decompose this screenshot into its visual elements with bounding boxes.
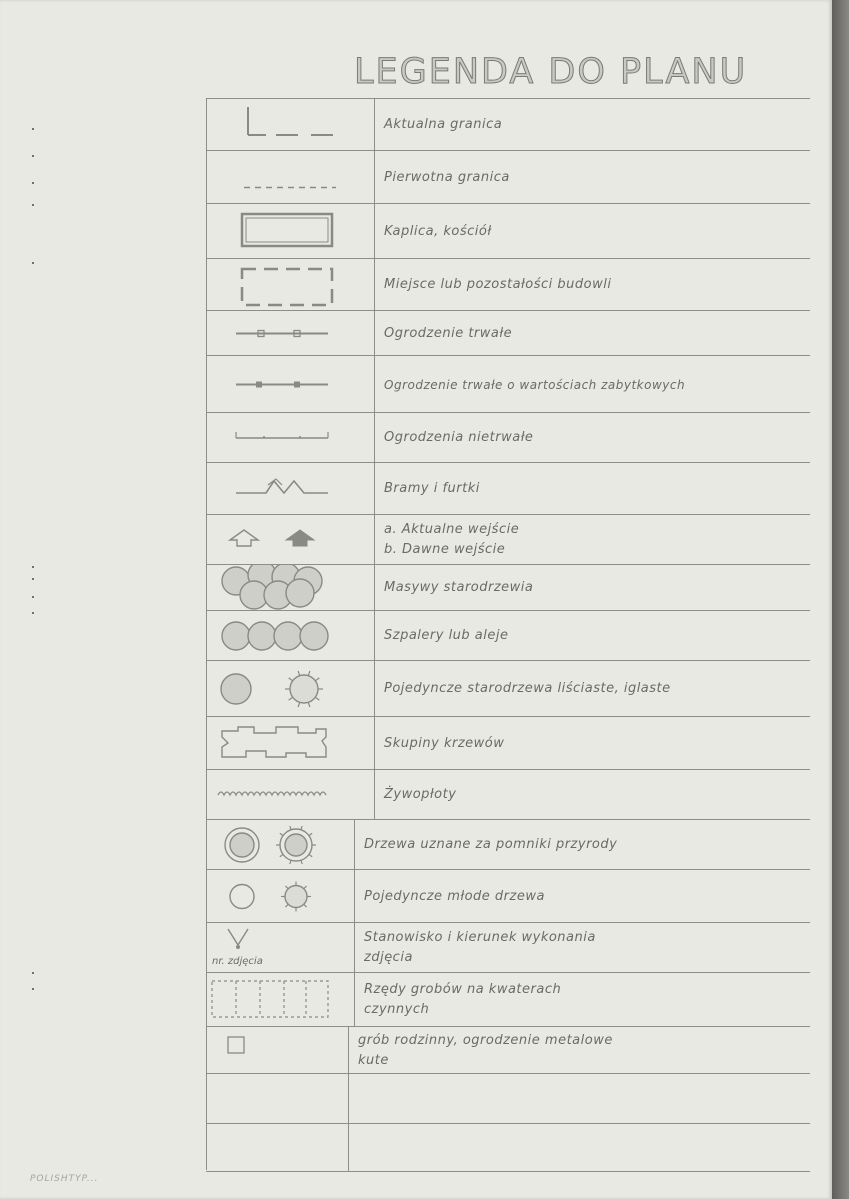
entrance-arrows-icon xyxy=(206,515,374,565)
grave-rows-icon xyxy=(206,973,354,1027)
legend-label: Ogrodzenie trwałe xyxy=(384,325,513,341)
column-divider xyxy=(374,259,375,311)
historic-fence-icon xyxy=(206,356,374,413)
column-divider xyxy=(354,870,355,923)
column-divider xyxy=(348,1124,349,1171)
legend-description xyxy=(384,151,510,204)
legend-description xyxy=(364,973,561,1027)
legend-label: Rzędy grobów na kwaterach xyxy=(364,982,562,997)
legend-description xyxy=(384,413,533,463)
hedge-icon xyxy=(206,770,374,820)
legend-label: Szpalery lub aleje xyxy=(384,628,509,643)
margin-dot xyxy=(32,204,34,206)
legend-description xyxy=(384,661,671,717)
legend-description xyxy=(364,820,617,870)
legend-label: Miejsce lub pozostałości budowli xyxy=(384,277,612,292)
legend-label: Bramy i furtki xyxy=(384,481,480,496)
legend-row xyxy=(206,869,810,923)
column-divider xyxy=(374,356,375,413)
legend-description xyxy=(384,99,502,151)
legend-row xyxy=(206,310,810,356)
legend-row xyxy=(206,769,810,820)
legend-label-continued: b. Dawne wejście xyxy=(384,542,506,557)
margin-dot xyxy=(32,972,34,974)
shrub-group-icon xyxy=(206,717,374,770)
legend-label: Ogrodzenia nietrwałe xyxy=(384,430,534,445)
legend-row xyxy=(206,462,810,515)
margin-dot xyxy=(32,578,34,580)
chapel-church-icon xyxy=(206,204,374,259)
legend-label: grób rodzinny, ogrodzenie metalowe xyxy=(358,1032,613,1048)
legend-row xyxy=(206,258,810,311)
legend-description xyxy=(384,259,611,311)
temporary-fence-icon xyxy=(206,413,374,463)
legend-description xyxy=(364,923,596,973)
legend-label: Stanowisko i kierunek wykonania xyxy=(364,930,596,945)
column-divider xyxy=(374,770,375,820)
legend-description xyxy=(384,463,480,515)
margin-dot xyxy=(32,596,34,598)
legend-row xyxy=(206,610,810,661)
column-divider xyxy=(374,565,375,611)
tree-mass-icon xyxy=(206,565,374,611)
legend-label: Aktualna granica xyxy=(384,117,503,132)
margin-dot xyxy=(32,155,34,157)
legend-row xyxy=(206,1123,810,1172)
legend-label: Żywopłoty xyxy=(384,787,457,802)
page-title: LEGENDA DO PLANU xyxy=(354,52,748,92)
column-divider xyxy=(374,204,375,259)
single-old-trees-icon xyxy=(206,661,374,717)
legend-label: Pierwotna granica xyxy=(384,169,510,185)
column-divider xyxy=(374,515,375,565)
column-divider xyxy=(354,923,355,973)
column-divider xyxy=(374,717,375,770)
empty-symbol-cell xyxy=(206,1074,348,1124)
legend-row xyxy=(206,412,810,463)
column-divider xyxy=(354,973,355,1027)
family-grave-icon xyxy=(206,1027,348,1074)
legend-row xyxy=(206,922,810,973)
legend-description xyxy=(384,770,456,820)
legend-description xyxy=(384,717,504,770)
photo-number-label: nr. zdjęcia xyxy=(212,956,263,967)
legend-row xyxy=(206,514,810,565)
column-divider xyxy=(374,413,375,463)
legend-description xyxy=(384,515,519,565)
legend-label: a. Aktualne wejście xyxy=(384,522,520,537)
legend-label: Masywy starodrzewia xyxy=(384,580,534,595)
tree-row-icon xyxy=(206,611,374,661)
original-boundary-icon xyxy=(206,151,374,204)
legend-label: Pojedyncze starodrzewa liściaste, iglaste xyxy=(384,681,671,696)
legend-description xyxy=(358,1027,613,1074)
legend-description xyxy=(384,204,492,259)
legend-row xyxy=(206,819,810,870)
column-divider xyxy=(348,1074,349,1124)
legend-label: Kaplica, kościół xyxy=(384,223,492,239)
margin-dot xyxy=(32,988,34,990)
legend-label-continued: zdjęcia xyxy=(364,950,413,965)
legend-row xyxy=(206,98,810,151)
legend-row xyxy=(206,564,810,611)
legend-row xyxy=(206,203,810,259)
natural-monument-trees-icon xyxy=(206,820,354,870)
column-divider xyxy=(374,99,375,151)
legend-label: Skupiny krzewów xyxy=(384,735,505,751)
legend-label-continued: czynnych xyxy=(364,1002,430,1017)
margin-dot xyxy=(32,612,34,614)
young-trees-icon xyxy=(206,870,354,923)
column-divider xyxy=(354,820,355,870)
column-divider xyxy=(374,661,375,717)
permanent-fence-icon xyxy=(206,311,374,356)
legend-description xyxy=(364,870,545,923)
legend-description xyxy=(384,565,533,611)
margin-dot xyxy=(32,566,34,568)
margin-dot xyxy=(32,262,34,264)
column-divider xyxy=(374,611,375,661)
legend-row xyxy=(206,1026,810,1074)
legend-row xyxy=(206,716,810,770)
empty-symbol-cell xyxy=(206,1124,348,1171)
building-remains-icon xyxy=(206,259,374,311)
legend-label: Pojedyncze młode drzewa xyxy=(364,888,545,904)
column-divider xyxy=(374,311,375,356)
legend-row xyxy=(206,150,810,204)
legend-label-continued: kute xyxy=(358,1052,389,1068)
current-boundary-icon xyxy=(206,99,374,151)
margin-dot xyxy=(32,128,34,130)
column-divider xyxy=(374,463,375,515)
legend-row xyxy=(206,355,810,413)
gate-icon xyxy=(206,463,374,515)
column-divider xyxy=(374,151,375,204)
photo-position-icon xyxy=(206,923,354,973)
legend-row xyxy=(206,660,810,717)
legend-label: Drzewa uznane za pomniki przyrody xyxy=(364,837,618,852)
legend-label: Ogrodzenie trwałe o wartościach zabytkowych xyxy=(384,377,686,392)
column-divider xyxy=(348,1027,349,1074)
footer-stamp-text: POLISHTYP... xyxy=(30,1174,99,1184)
margin-dot xyxy=(32,182,34,184)
legend-description xyxy=(384,311,512,356)
table-left-border xyxy=(206,98,207,1170)
legend-row xyxy=(206,1073,810,1124)
legend-description xyxy=(384,611,509,661)
legend-description xyxy=(384,356,685,413)
legend-row xyxy=(206,972,810,1027)
paper-edge-shadow xyxy=(832,0,849,1199)
